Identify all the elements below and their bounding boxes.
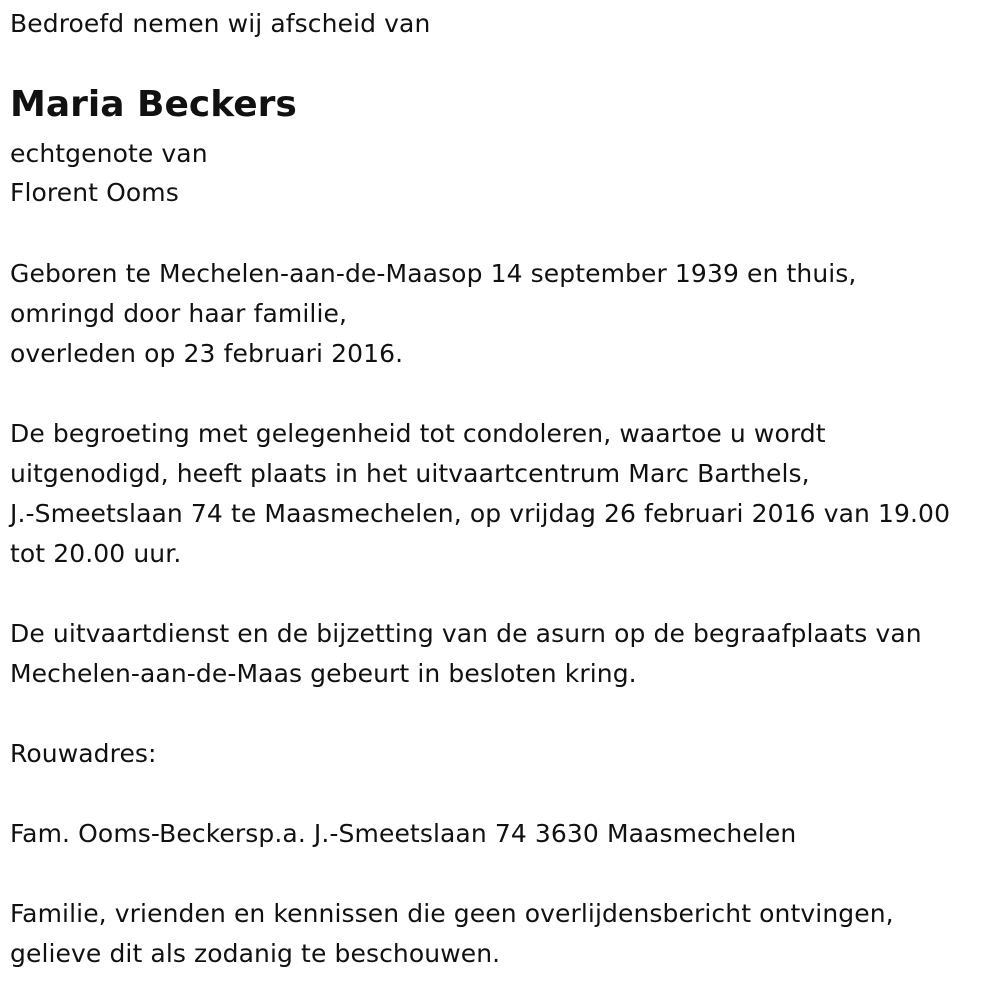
condolence-line: uitgenodigd, heeft plaats in het uitvaartcentrum Marc Barthels, <box>10 459 810 488</box>
spouse-label: echtgenote van <box>10 139 208 168</box>
condolence-line: J.-Smeetslaan 74 te Maasmechelen, op vrijdag 26 februari 2016 van 19.00 <box>10 499 951 528</box>
mourning-address: Fam. Ooms-Beckersp.a. J.-Smeetslaan 74 3630 Maasmechelen <box>10 819 797 848</box>
address-label: Rouwadres: <box>10 739 157 768</box>
closing-line: Familie, vrienden en kennissen die geen overlijdensbericht ontvingen, <box>10 899 894 928</box>
closing-line: gelieve dit als zodanig te beschouwen. <box>10 939 501 968</box>
service-line: De uitvaartdienst en de bijzetting van de asurn op de begraafplaats van <box>10 619 922 648</box>
birth-death-line: omringd door haar familie, <box>10 299 348 328</box>
birth-death-line: overleden op 23 februari 2016. <box>10 339 404 368</box>
deceased-name: Maria Beckers <box>10 84 297 125</box>
service-line: Mechelen-aan-de-Maas gebeurt in besloten kring. <box>10 659 637 688</box>
condolence-line: De begroeting met gelegenheid tot condoleren, waartoe u wordt <box>10 419 826 448</box>
birth-death-line: Geboren te Mechelen-aan-de-Maasop 14 september 1939 en thuis, <box>10 259 857 288</box>
condolence-line: tot 20.00 uur. <box>10 539 182 568</box>
spouse-name: Florent Ooms <box>10 178 179 207</box>
intro-text: Bedroefd nemen wij afscheid van <box>10 9 431 38</box>
